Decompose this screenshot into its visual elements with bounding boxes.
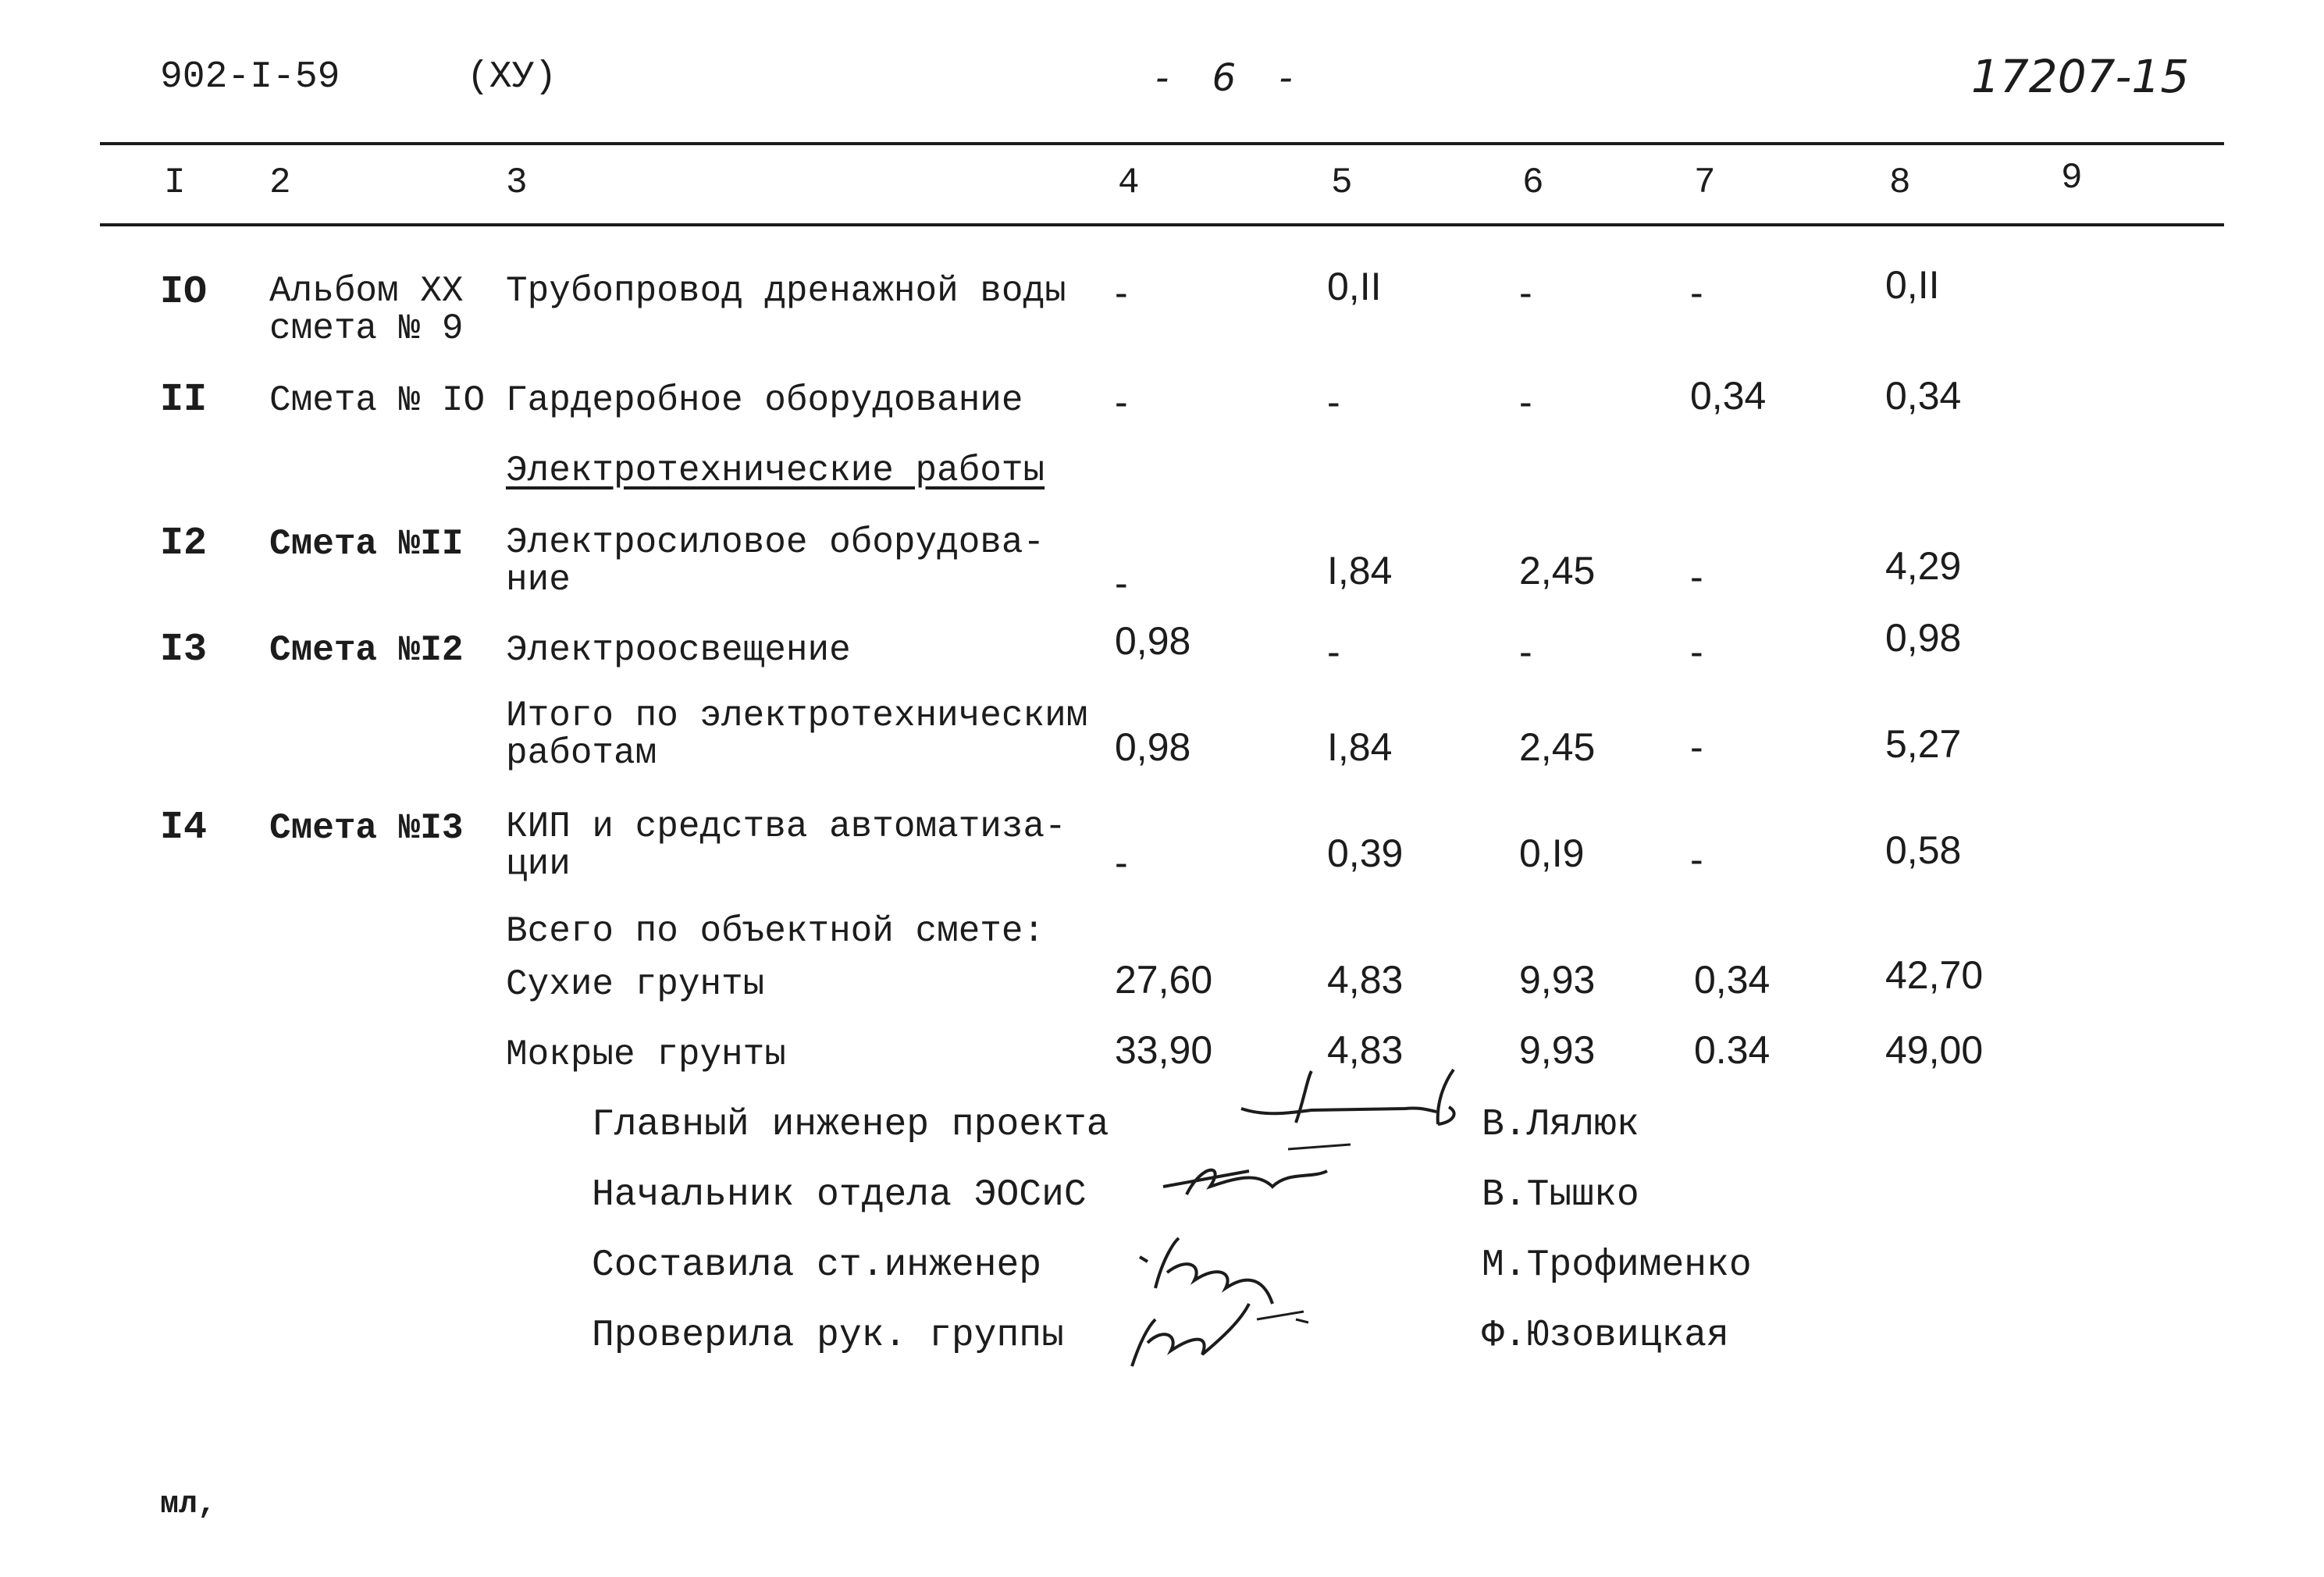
totals-wet-label: Мокрые грунты	[506, 1034, 786, 1075]
row-reference: Смета № IO	[269, 380, 486, 421]
totals-dry-col5: 4,83	[1327, 958, 1404, 1002]
row-name: Трубопровод дренажной воды	[506, 271, 1066, 311]
header-top-rule	[100, 142, 2224, 145]
signer-name: Ф.Юзовицкая	[1482, 1315, 1729, 1357]
row-col5: I,84	[1327, 549, 1393, 593]
row-col7: -	[1690, 555, 1703, 599]
row-col5: -	[1327, 380, 1340, 424]
col-num-4: 4	[1118, 162, 1140, 203]
row-reference: Смета №I2	[269, 630, 464, 671]
row-col4: -	[1115, 271, 1128, 315]
col-num-9: 9	[2061, 158, 2083, 198]
document-volume: (XУ)	[467, 56, 557, 98]
row-col6: -	[1519, 271, 1532, 315]
totals-title: Всего по объектной смете:	[506, 911, 1045, 952]
col-num-6: 6	[1522, 162, 1544, 203]
row-name: КИП и средства автоматиза-	[506, 806, 1066, 847]
signer-role: Составила ст.инженер	[592, 1244, 1042, 1287]
row-reference: Смета №II	[269, 524, 464, 564]
col-num-5: 5	[1331, 162, 1353, 203]
row-name-line2: ние	[506, 560, 571, 600]
row-col5: I,84	[1327, 725, 1393, 769]
handwritten-signature	[1233, 1062, 1483, 1148]
totals-wet-col6: 9,93	[1519, 1028, 1596, 1072]
row-col6: 2,45	[1519, 549, 1596, 593]
row-col7: 0,34	[1690, 374, 1767, 418]
row-name: Электросиловое оборудова-	[506, 522, 1045, 563]
totals-dry-col6: 9,93	[1519, 958, 1596, 1002]
row-col4: -	[1115, 380, 1128, 424]
handwritten-signature	[1155, 1140, 1374, 1210]
row-col5: 0,39	[1327, 831, 1404, 875]
row-col5: -	[1327, 630, 1340, 674]
row-reference-line2: смета № 9	[269, 308, 464, 349]
row-number: IO	[160, 270, 208, 315]
row-col7: -	[1690, 838, 1703, 881]
signer-role: Проверила рук. группы	[592, 1315, 1064, 1357]
totals-dry-col7: 0,34	[1694, 958, 1771, 1002]
header-bottom-rule	[100, 223, 2224, 226]
row-col5: 0,II	[1327, 265, 1382, 308]
col-num-8: 8	[1889, 162, 1911, 203]
row-col4: -	[1115, 841, 1128, 885]
signer-name: В.Лялюк	[1482, 1104, 1639, 1146]
totals-wet-col8: 49,00	[1885, 1028, 1984, 1072]
totals-wet-col5: 4,83	[1327, 1028, 1404, 1072]
col-num-7: 7	[1694, 162, 1716, 203]
row-col7: -	[1690, 725, 1703, 769]
row-number: II	[160, 378, 208, 422]
document-code: 902-I-59	[160, 56, 340, 98]
inventory-number: 17207-15	[1971, 50, 2190, 103]
row-col6: 0,I9	[1519, 831, 1585, 875]
row-col8: 0,II	[1885, 263, 1940, 307]
row-col4: -	[1115, 561, 1128, 605]
page-number: - 6 -	[1155, 56, 1293, 100]
row-col8: 4,29	[1885, 544, 1962, 588]
footer-mark: мл,	[160, 1487, 217, 1522]
row-name: Гардеробное оборудование	[506, 380, 1023, 421]
totals-dry-col8: 42,70	[1885, 953, 1984, 997]
signer-role: Главный инженер проекта	[592, 1104, 1109, 1146]
signer-name: М.Трофименко	[1482, 1244, 1752, 1287]
row-reference: Альбом XX	[269, 271, 464, 311]
row-name: Итого по электротехническим	[506, 696, 1088, 736]
row-col6: -	[1519, 630, 1532, 674]
totals-wet-col4: 33,90	[1115, 1028, 1213, 1072]
totals-wet-col7: 0.34	[1694, 1028, 1771, 1072]
totals-dry-col4: 27,60	[1115, 958, 1213, 1002]
section-heading: Электротехнические работы	[506, 450, 1045, 491]
row-col4: 0,98	[1115, 725, 1191, 769]
row-name-line2: работам	[506, 733, 657, 774]
handwritten-signature	[1124, 1288, 1327, 1374]
row-col8: 0,34	[1885, 374, 1962, 418]
row-number: I2	[160, 522, 208, 566]
signer-name: В.Тышко	[1482, 1174, 1639, 1216]
row-name: Электроосвещение	[506, 630, 851, 671]
col-num-2: 2	[269, 162, 291, 203]
row-number: I3	[160, 628, 208, 672]
row-number: I4	[160, 806, 208, 850]
col-num-3: 3	[506, 162, 528, 203]
row-name-line2: ции	[506, 844, 571, 885]
signer-role: Начальник отдела ЭОСиС	[592, 1174, 1087, 1216]
row-col7: -	[1690, 271, 1703, 315]
row-col8: 0,98	[1885, 616, 1962, 660]
row-col6: -	[1519, 380, 1532, 424]
col-num-1: I	[164, 162, 186, 203]
row-col8: 0,58	[1885, 828, 1962, 872]
totals-dry-label: Сухие грунты	[506, 964, 765, 1005]
row-col4: 0,98	[1115, 619, 1191, 663]
row-col8: 5,27	[1885, 722, 1962, 766]
row-col7: -	[1690, 630, 1703, 674]
row-col6: 2,45	[1519, 725, 1596, 769]
row-reference: Смета №I3	[269, 808, 464, 849]
